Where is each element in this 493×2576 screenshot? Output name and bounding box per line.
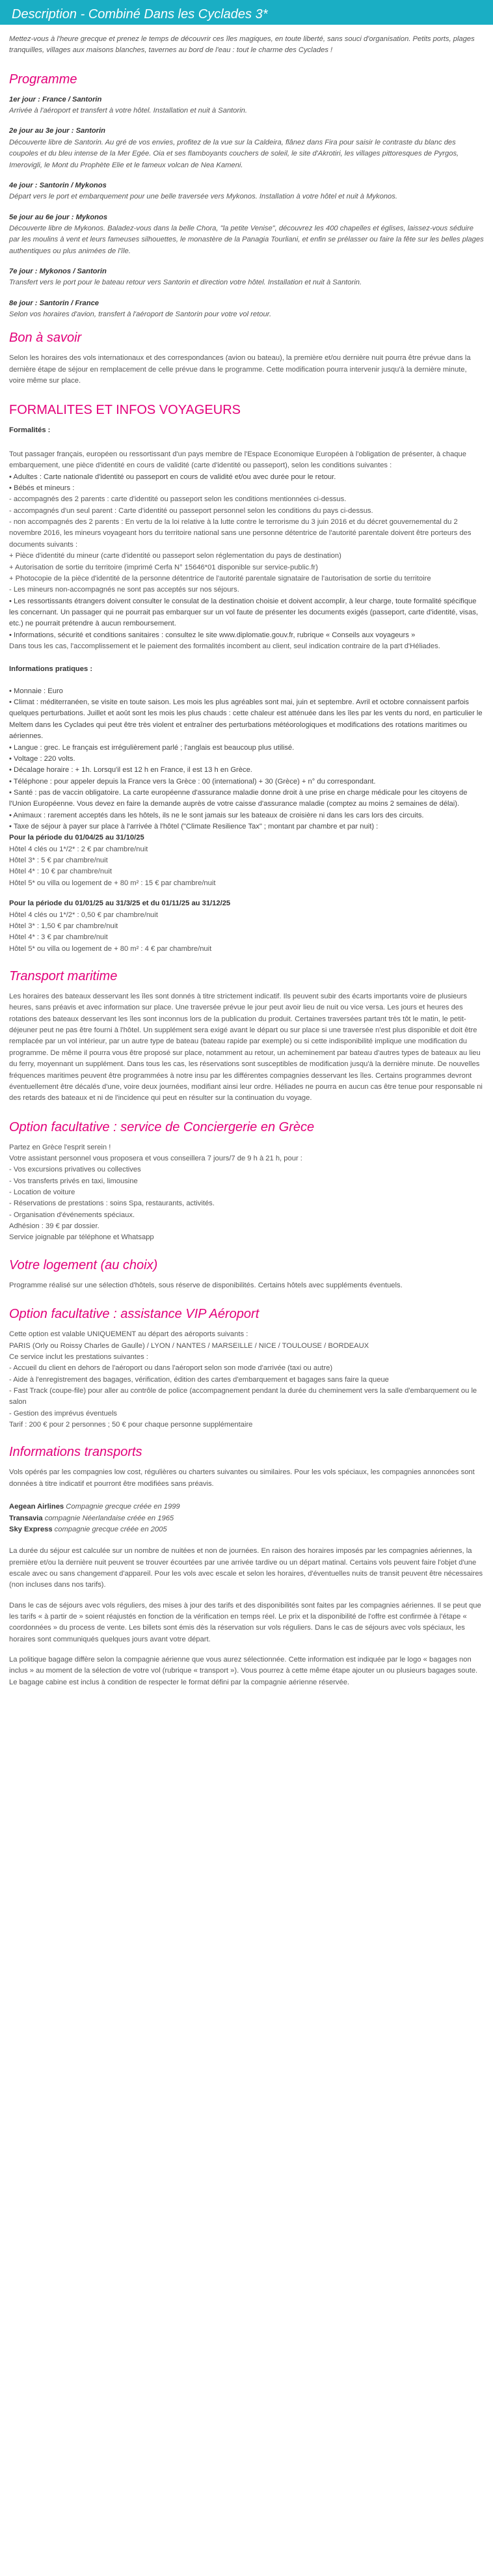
pratiques-line: • Climat : méditerranéen, se visite en toute saison. Les mois les plus agréables sont mai, juin et septembre. Avril et octobre connaissent parfois quelques perturbations. Juillet et août sont les mois les plus chauds : cette chaleur est atténuée dans les îles par les vents du nord, en particulier le Meltem dans les Cyclades qui peut être très violent et entraîner des perturbations météorologiques et modifications des rotations maritimes ou aériennes.	[9, 698, 483, 741]
bon-savoir-title: Bon à savoir	[9, 331, 82, 346]
pratiques-line: Hôtel 4* : 10 € par chambre/nuit	[9, 868, 112, 876]
programme-day	[9, 180, 484, 203]
infos-transports-title: Informations transports	[9, 1445, 142, 1460]
vip-lines	[9, 1329, 484, 1431]
vip-line: - Accueil du client en dehors de l'aéroport ou dans l'aéroport selon son mode d'arrivée (taxi ou autre)	[9, 1364, 333, 1373]
programme-day	[9, 266, 484, 289]
conciergerie-line: - Vos transferts privés en taxi, limousine	[9, 1177, 138, 1185]
formalites-line: - accompagnés d'un seul parent : Carte d'identité ou passeport personnel selon les conditions du pays ci-dessus.	[9, 506, 373, 515]
programme-day-title: 4e jour : Santorin / Mykonos	[9, 181, 107, 189]
intro-text: Mettez-vous à l'heure grecque et prenez le temps de découvrir ces îles magiques, en toute liberté, sans souci d'organisation. Petits ports, plages tranquilles, villages aux maisons blanches, tavernes au bord de l'eau : tout le charme des Cyclades !	[9, 35, 475, 55]
formalites-lines	[9, 449, 484, 652]
logement-text: Programme réalisé sur une sélection d'hôtels, sous réserve de disponibilités. Certains hôtels avec suppléments éventuels.	[9, 1281, 403, 1289]
formalites-line: Dans tous les cas, l'accomplissement et le paiement des formalités incombent au client, seul indication contraire de la part d'Héliades.	[9, 642, 440, 651]
company-item	[9, 1524, 484, 1535]
conciergerie-line: Service joignable par téléphone et Whatsapp	[9, 1233, 154, 1242]
programme-day-title: 5e jour au 6e jour : Mykonos	[9, 213, 108, 221]
vip-line: - Aide à l'enregistrement des bagages, vérification, édition des cartes d'embarquement et bagages sans faire la queue	[9, 1375, 389, 1384]
vip-line: - Fast Track (coupe-file) pour aller au contrôle de police (accompagnement pendant la durée du cheminement vers la salle d'embarquement ou le salon	[9, 1386, 477, 1406]
formalites-subtitle: Formalités :	[9, 426, 51, 434]
pratiques-line: Hôtel 4 clés ou 1*/2* : 0,50 € par chambre/nuit	[9, 911, 158, 919]
conciergerie-line: Votre assistant personnel vous proposera et vous conseillera 7 jours/7 de 9 h à 21 h, pour :	[9, 1154, 302, 1162]
infos-transports-intro: Vols opérés par les compagnies low cost, régulières ou charters suivantes ou similaires. Pour les vols spéciaux, les compagnies annoncées sont données à titre indicatif et pourront être modifiées sans préavis.	[9, 1468, 475, 1488]
conciergerie-line: - Réservations de prestations : soins Spa, restaurants, activités.	[9, 1199, 215, 1208]
formalites-line: • Les ressortissants étrangers doivent consulter le consulat de la destination choisie et doivent accomplir, à leur charge, toute formalité spécifique les concernant. Un passager qui ne pourrait pas embarquer sur un vol faute de présenter les documents exigés (passeport, carte d'identité, visas, etc.) ne pourrait prétendre à aucun remboursement.	[9, 597, 479, 628]
formalites-line: - accompagnés des 2 parents : carte d'identité ou passeport selon les conditions mentionnées ci-dessus.	[9, 495, 347, 504]
page-banner: Description - Combiné Dans les Cyclades 3*	[0, 0, 493, 25]
formalites-line: + Photocopie de la pièce d'identité de la personne détentrice de l'autorité parentale signataire de l'autorisation de sortie du territoire	[9, 574, 431, 582]
pratiques-line: • Santé : pas de vaccin obligatoire. La carte européenne d'assurance maladie donne droit à une prise en charge médicale pour les citoyens de l'Union Européenne. Vous devez en faire la demande auprès de votre caisse d'assurance maladie (comptez au moins 2 semaines de délai).	[9, 788, 468, 808]
conciergerie-line: Partez en Grèce l'esprit serein !	[9, 1143, 111, 1151]
formalites-line: • Bébés et mineurs :	[9, 484, 75, 492]
company-name: Aegean Airlines	[9, 1503, 64, 1511]
formalites-line: + Autorisation de sortie du territoire (imprimé Cerfa N° 15646*01 disponible sur service-public.fr)	[9, 563, 318, 571]
programme-day	[9, 212, 484, 257]
company-desc: compagnie grecque créée en 2005	[52, 1525, 167, 1533]
programme-day-text: Découverte libre de Santorin. Au gré de vos envies, profitez de la vue sur la Caldeira, flânez dans Fira pour saisir le contraste du blanc des coupoles et du bleu intense de la Mer Egée. Oia et ses flamboyants couchers de soleil, le site d'Akrotiri, les villages pittoresques de Pyrgos, Imerovigli, le Mont du Prophète Elie et le fameux volcan de Nea Kameni.	[9, 138, 459, 169]
infos-transports-p3: La politique bagage diffère selon la compagnie aérienne que vous aurez sélectionnée. Cette information est indiquée par le logo « bagages non inclus » au moment de la sélection de votre vol (rubrique « transport »). Vous pourrez à cette même étape ajouter un ou plusieurs bagages soute. Le bagage cabine est inclus à condition de respecter le format défini par la compagnie aérienne réservée.	[9, 1656, 478, 1686]
logement-title: Votre logement (au choix)	[9, 1257, 158, 1272]
company-name: Transavia	[9, 1514, 43, 1522]
programme-day	[9, 126, 484, 171]
company-desc: compagnie Néerlandaise créée en 1965	[42, 1514, 174, 1522]
vip-line: - Gestion des imprévus éventuels	[9, 1409, 118, 1418]
transport-text: Les horaires des bateaux desservant les îles sont donnés à titre strictement indicatif. Ils peuvent subir des écarts importants voire de plusieurs heures, sans préavis et avec information sur place. Une traversée prévue le jour peut avoir lieu de nuit ou vice versa. Les jours et heures des rotations des bateaux desservant les îles sont inconnus lors de la publication du produit. Certaines traversées partant très tôt le matin, le petit-déjeuner peut ne pas être fourni à l'hôtel. Un supplément sera exigé avant le départ ou sur place si une traversée n'est plus disponible et doit être remplacée par un vol intérieur, par un autre type de bateau (bateau rapide par exemple) ou si cette indisponibilité implique une modification du programme. De même il pourra vous être proposé sur place, notamment au retour, un acheminement par bateau d'autres types de bateaux au lieu du ferry, moyennant un supplément. Dans tous les cas, les réservations sont susceptibles de modification jusqu'à la dernière minute. De nouvelles fréquences maritimes peuvent être programmées à notre insu par les différentes compagnies desservant les îles. Certains programmes devront éventuellement être décalés d'une, voire deux journées, modifiant ainsi leur ordre. Héliades ne pourra en aucun cas être tenue pour responsable ni des retards des bateaux et ni de l'incidence qui peut en résulter sur la continuation du voyage.	[9, 993, 483, 1103]
formalites-line: • Informations, sécurité et conditions sanitaires : consultez le site www.diplomatie.gouv.fr, rubrique « Conseils aux voyageurs »	[9, 631, 416, 639]
formalites-line: - non accompagnés des 2 parents : En vertu de la loi relative à la lutte contre le terrorisme du 3 juin 2016 et du décret gouvernemental du 2 novembre 2016, les mineurs voyageant hors du territoire national sans une personne détentrice de l'autorité parentale doivent être porteurs des documents suivants :	[9, 518, 472, 549]
formalites-title: FORMALITES ET INFOS VOYAGEURS	[9, 402, 241, 417]
pratiques-line: • Monnaie : Euro	[9, 687, 63, 695]
programme-day-title: 1er jour : France / Santorin	[9, 95, 102, 103]
programme-day-text: Découverte libre de Mykonos. Baladez-vous dans la belle Chora, "la petite Venise", découvrez les 400 chapelles et églises, laissez-vous séduire par les moulins à vent et leurs fameuses silhouettes, le monastère de la Panagia Tourliani, et enfin se prélasser ou faire la fête sur les belles plages authentiques ou plus animées de l'île.	[9, 224, 484, 255]
conciergerie-line: - Location de voiture	[9, 1188, 75, 1197]
pratiques-line: • Langue : grec. Le français est irrégulièrement parlé ; l'anglais est beaucoup plus utilisé.	[9, 743, 295, 752]
company-item	[9, 1513, 484, 1524]
pratiques-lines	[9, 686, 484, 955]
vip-line: Ce service inclut les prestations suivantes :	[9, 1352, 148, 1361]
conciergerie-lines	[9, 1142, 484, 1244]
companies-list	[9, 1501, 484, 1535]
vip-line: Tarif : 200 € pour 2 personnes ; 50 € pour chaque personne supplémentaire	[9, 1421, 253, 1429]
pratiques-line: Hôtel 5* ou villa ou logement de + 80 m² : 15 € par chambre/nuit	[9, 879, 216, 887]
infos-transports-p2: Dans le cas de séjours avec vols réguliers, des mises à jour des tarifs et des disponibilités sont faites par les compagnies aériennes. Il se peut que les tarifs « à partir de » soient réajustés en fonction de la vérification en temps réel. Le prix et la disponibilité de l'offre est confirmée à l'étape « coordonnées » du process de vente. Les billets sont émis dès la réservation sur vols réguliers. Dans le cas de séjours avec vols spéciaux, les horaires sont communiqués quelques jours avant votre départ.	[9, 1601, 481, 1643]
programme-title: Programme	[9, 72, 77, 87]
pratiques-line: Hôtel 3* : 1,50 € par chambre/nuit	[9, 922, 118, 930]
content	[0, 25, 493, 1688]
infos-transports-p1: La durée du séjour est calculée sur un nombre de nuitées et non de journées. En raison des horaires imposés par les compagnies aériennes, la première et/ou la dernière nuit peuvent se trouver écourtées par une arrivée tardive ou un départ matinal. Certains vols peuvent faire l'objet d'une escale avec ou sans changement d'appareil. Pour les vols avec escale et selon les horaires, d'éventuelles nuits de transit peuvent être nécessaires (non incluses dans nos tarifs).	[9, 1547, 483, 1589]
company-desc: Compagnie grecque créée en 1999	[64, 1503, 180, 1511]
programme-day-title: 2e jour au 3e jour : Santorin	[9, 127, 105, 135]
programme-days	[9, 94, 484, 321]
pratiques-line: • Voltage : 220 volts.	[9, 754, 75, 763]
pratiques-line: Pour la période du 01/01/25 au 31/3/25 et du 01/11/25 au 31/12/25	[9, 899, 231, 908]
programme-day-title: 8e jour : Santorin / France	[9, 299, 100, 307]
company-item	[9, 1501, 484, 1513]
conciergerie-title: Option facultative : service de Conciergerie en Grèce	[9, 1119, 315, 1134]
formalites-line: - Les mineurs non-accompagnés ne sont pas acceptés sur nos séjours.	[9, 586, 239, 594]
programme-day-text: Départ vers le port et embarquement pour une belle traversée vers Mykonos. Installation à votre hôtel et nuit à Mykonos.	[9, 193, 397, 201]
pratiques-line: Hôtel 3* : 5 € par chambre/nuit	[9, 856, 108, 865]
vip-title: Option facultative : assistance VIP Aéroport	[9, 1307, 260, 1322]
programme-day-text: Arrivée à l'aéroport et transfert à votre hôtel. Installation et nuit à Santorin.	[9, 107, 247, 115]
conciergerie-line: - Organisation d'événements spéciaux.	[9, 1211, 135, 1219]
pratiques-line: Hôtel 4* : 3 € par chambre/nuit	[9, 933, 108, 942]
programme-day	[9, 298, 484, 321]
conciergerie-line: - Vos excursions privatives ou collectives	[9, 1166, 141, 1174]
pratiques-line: • Animaux : rarement acceptés dans les hôtels, ils ne le sont jamais sur les bateaux de croisière ni dans les cars lors des circuits.	[9, 811, 424, 819]
pratiques-line: Pour la période du 01/04/25 au 31/10/25	[9, 834, 144, 842]
pratiques-line: • Décalage horaire : + 1h. Lorsqu'il est 12 h en France, il est 13 h en Grèce.	[9, 766, 252, 774]
programme-day	[9, 94, 484, 117]
pratiques-title: Informations pratiques :	[9, 665, 93, 674]
programme-day-text: Selon vos horaires d'avion, transfert à l'aéroport de Santorin pour votre vol retour.	[9, 310, 272, 319]
pratiques-line: Hôtel 5* ou villa ou logement de + 80 m² : 4 € par chambre/nuit	[9, 944, 212, 953]
pratiques-line	[9, 889, 484, 898]
transport-title: Transport maritime	[9, 969, 118, 983]
vip-line: PARIS (Orly ou Roissy Charles de Gaulle) / LYON / NANTES / MARSEILLE / NICE / TOULOUSE / BORDEAUX	[9, 1341, 369, 1350]
vip-line: Cette option est valable UNIQUEMENT au départ des aéroports suivants :	[9, 1330, 248, 1339]
formalites-line: + Pièce d'identité du mineur (carte d'identité ou passeport selon réglementation du pays de destination)	[9, 552, 341, 560]
programme-day-text: Transfert vers le port pour le bateau retour vers Santorin et direction votre hôtel. Installation et nuit à Santorin.	[9, 279, 362, 287]
pratiques-line: Hôtel 4 clés ou 1*/2* : 2 € par chambre/nuit	[9, 845, 148, 853]
programme-day-title: 7e jour : Mykonos / Santorin	[9, 267, 107, 276]
pratiques-line: • Taxe de séjour à payer sur place à l'arrivée à l'hôtel ("Climate Resilience Tax" ; montant par chambre et par nuit) :	[9, 823, 379, 831]
pratiques-line: • Téléphone : pour appeler depuis la France vers la Grèce : 00 (international) + 30 (Grèce) + n° du correspondant.	[9, 777, 376, 786]
bon-savoir-text: Selon les horaires des vols internationaux et des correspondances (avion ou bateau), la première et/ou dernière nuit pourra être prévue dans la dernière étape de séjour en remplacement de celle prévue dans le programme. Cette modification pourra intervenir jusqu'à la dernière minute, voire même sur place.	[9, 354, 471, 385]
formalites-line: • Adultes : Carte nationale d'identité ou passeport en cours de validité et/ou avec durée pour le retour.	[9, 473, 336, 481]
conciergerie-line: Adhésion : 39 € par dossier.	[9, 1222, 100, 1231]
company-name: Sky Express	[9, 1525, 53, 1533]
formalites-line: Tout passager français, européen ou ressortissant d'un pays membre de l'Espace Economique Européen à l'obligation de présenter, à chaque embarquement, une pièce d'identité en cours de validité (carte d'identité ou passeport), selon les conditions suivantes :	[9, 450, 466, 470]
